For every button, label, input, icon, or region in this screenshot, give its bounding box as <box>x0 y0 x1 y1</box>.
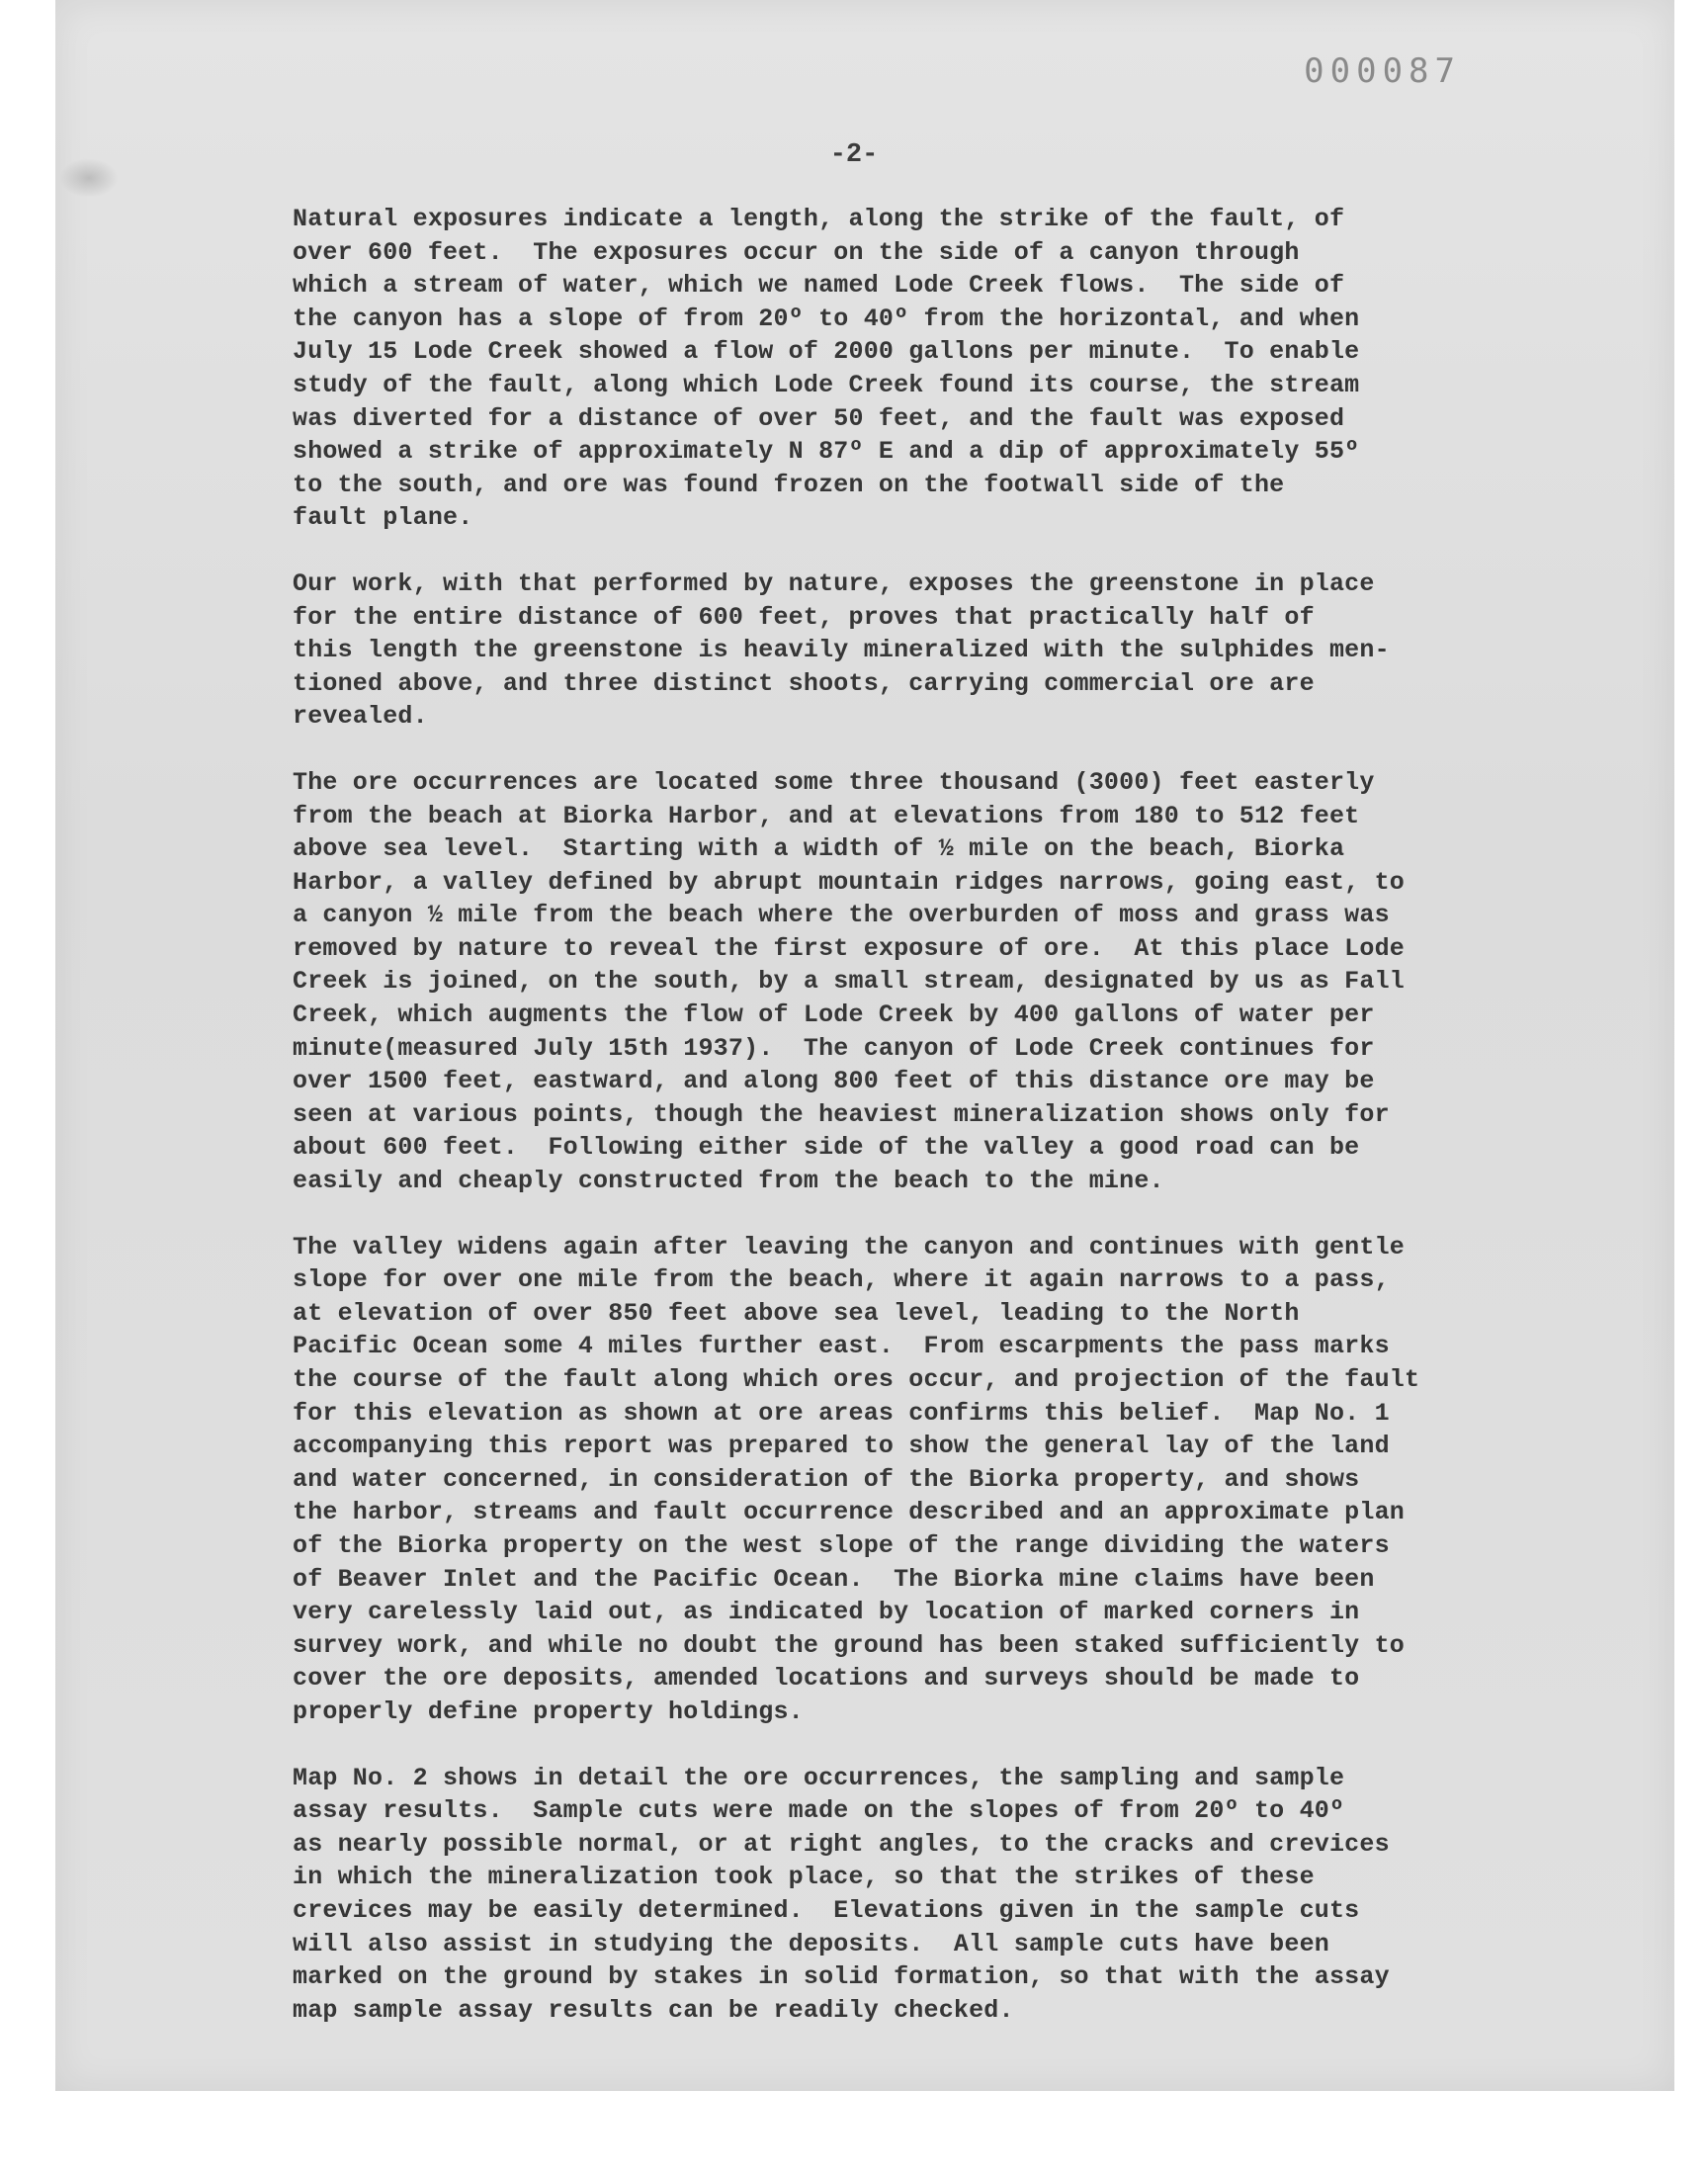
body-text <box>293 203 1558 2059</box>
paragraph: The valley widens again after leaving the canyon and continues with gentle slope for over one mile from the beach, where it again narrows to a pass, at elevation of over 850 feet above sea level, leading to the North Pacific Ocean some 4 miles further east. From escarpments the pass marks the course of the fault along which ores occur, and projection of the fault for this elevation as shown at ore areas confirms this belief. Map No. 1 accompanying this report was prepared to show the general lay of the land and water concerned, in consideration of the Biorka property, and shows the harbor, streams and fault occurrence described and an approximate plan of the Biorka property on the west slope of the range dividing the waters of Beaver Inlet and the Pacific Ocean. The Biorka mine claims have been very carelessly laid out, as indicated by location of marked corners in survey work, and while no doubt the ground has been staked sufficiently to cover the ore deposits, amended locations and surveys should be made to properly define property holdings. <box>293 1232 1420 1726</box>
page-number: -2- <box>829 140 879 170</box>
paragraph: Our work, with that performed by nature, exposes the greenstone in place for the entire distance of 600 feet, proves that practically half of this length the greenstone is heavily mineralized with the sulphides men- tioned above, and three distinct shoots, carrying commercial ore are revealed. <box>293 568 1390 732</box>
paragraph: The ore occurrences are located some three thousand (3000) feet easterly from the beach at Biorka Harbor, and at elevations from 180 to 512 feet above sea level. Starting with a width of ½ mile on the beach, Biorka Harbor, a valley defined by abrupt mountain ridges narrows, going east, to a canyon ½ mile from the beach where the overburden of moss and grass was removed by nature to reveal the first exposure of ore. At this place Lode Creek is joined, on the south, by a small stream, designated by us as Fall Creek, which augments the flow of Lode Creek by 400 gallons of water per minute(measured July 15th 1937). The canyon of Lode Creek continues for over 1500 feet, eastward, and along 800 feet of this distance ore may be seen at various points, though the heaviest mineralization shows only for about 600 feet. Following either side of the valley a good road can be easily and cheaply constructed from the beach to the mine. <box>293 767 1405 1196</box>
paragraph: Natural exposures indicate a length, along the strike of the fault, of over 600 feet. The exposures occur on the side of a canyon through which a stream of water, which we named Lode Creek flows. The side of the canyon has a slope of from 20º to 40º from the horizontal, and when July 15 Lode Creek showed a flow of 2000 gallons per minute. To enable study of the fault, along which Lode Creek found its course, the stream was diverted for a distance of over 50 feet, and the fault was exposed showed a strike of approximately N 87º E and a dip of approximately 55º to the south, and ore was found frozen on the footwall side of the fault plane. <box>293 205 1360 533</box>
paragraph: Map No. 2 shows in detail the ore occurrences, the sampling and sample assay results. Sample cuts were made on the slopes of from 20º to 40º as nearly possible normal, or at right angles, to the cracks and crevices in which the mineralization took place, so that the strikes of these crevices may be easily determined. Elevations given in the sample cuts will also assist in studying the deposits. All sample cuts have been marked on the ground by stakes in solid formation, so that with the assay map sample assay results can be readily checked. <box>293 1763 1390 2025</box>
document-number: 000087 <box>1304 51 1461 91</box>
